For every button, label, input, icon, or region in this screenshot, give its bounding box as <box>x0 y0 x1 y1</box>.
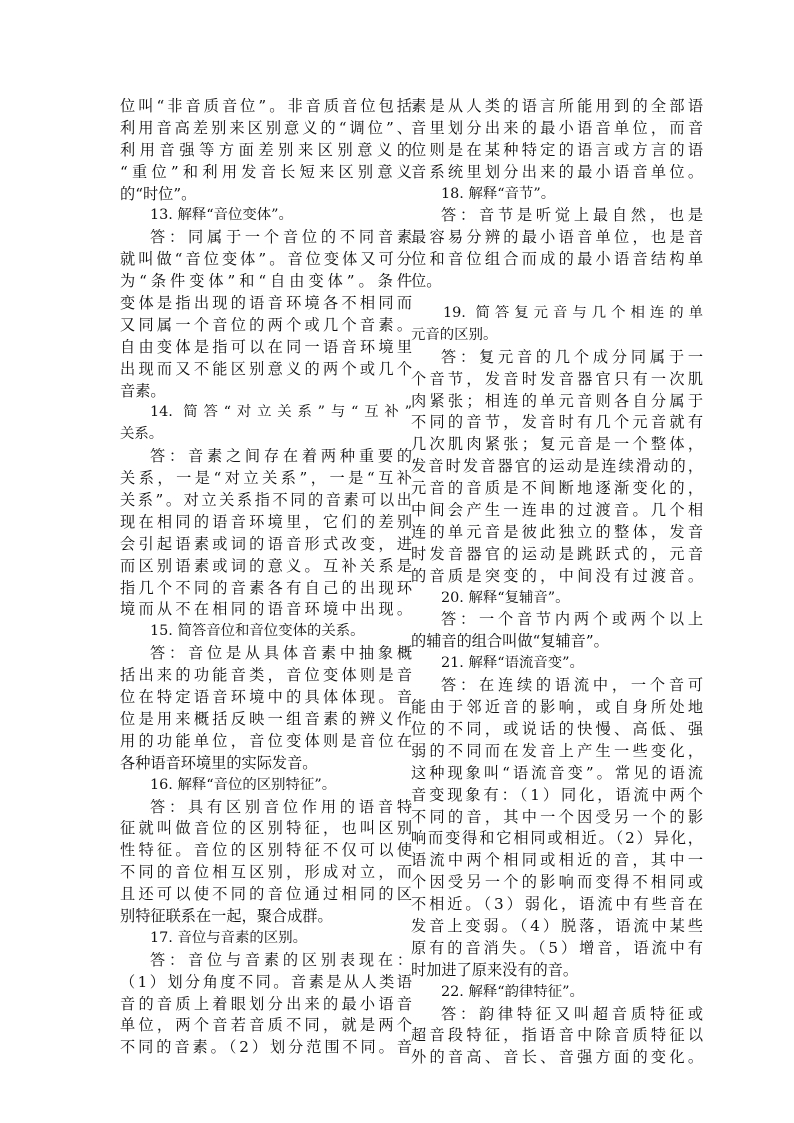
text-line: 位叫“非音质音位”。非音质音位包括 <box>120 97 412 115</box>
text-line: 答：具有区别音位作用的语音特 <box>150 797 412 816</box>
text-line: 这种现象叫“语流音变”。常见的语流 <box>411 763 703 782</box>
text-line: 位则是在某种特定的语言或方言的语 <box>411 140 703 159</box>
text-line <box>411 293 703 303</box>
text-line: 连的单元音是彼此独立的整体，发音 <box>411 522 703 541</box>
text-line: 答：音位与音素的区别表现在： <box>150 950 412 969</box>
text-line: 时发音器官的运动是跳跃式的，元音 <box>411 544 703 563</box>
text-line: 不同的音位相互区别，形成对立，而 <box>120 863 412 882</box>
text-line: 的音质是突变的，中间没有过渡音。 <box>411 566 703 585</box>
text-line: 不同的音节，发音时有几个元音就有 <box>411 413 703 432</box>
text-line: 音里划分出来的最小语音单位，而音 <box>411 118 703 137</box>
text-line: 音系统里划分出来的最小语音单位。 <box>411 162 703 181</box>
text-line: 位。 <box>411 272 442 291</box>
text-line: “重位”和利用发音长短来区别意义 <box>120 162 412 181</box>
text-line: 素是从人类的语言所能用到的全部语 <box>411 97 703 115</box>
text-line: 发音上变弱。（4）脱落，语流中某些 <box>411 916 703 935</box>
text-line: 的“时位”。 <box>120 184 197 203</box>
text-line: 响而变得和它相同或相近。（2）异化， <box>411 829 703 848</box>
text-line: 会引起语素或词的语音形式改变，进 <box>120 534 412 553</box>
question-line: 21. 解释“语流音变”。 <box>441 655 584 672</box>
right-text-column <box>411 96 703 1069</box>
question-line: 18. 解释“音节”。 <box>441 185 556 202</box>
question-line: 20. 解释“复辅音”。 <box>441 589 570 606</box>
question-line: 13. 解释“音位变体”。 <box>150 207 293 224</box>
text-line: 单位，两个音若音质不同，就是两个 <box>120 1016 412 1035</box>
question-line: 元音的区别。 <box>411 326 498 343</box>
text-line: 个音节，发音时发音器官只有一次肌 <box>411 369 703 388</box>
text-line: 利用音高差别来区别意义的“调位”、 <box>120 118 412 137</box>
text-line: 指几个不同的音素各有自己的出现环 <box>120 578 412 597</box>
text-line: 别特征联系在一起，聚合成群。 <box>120 906 333 925</box>
text-line: 境而从不在相同的语音环境中出现。 <box>120 600 412 619</box>
text-line: 最容易分辨的最小语音单位，也是音 <box>411 228 703 247</box>
text-line: 的辅音的组合叫做“复辅音”。 <box>411 632 609 651</box>
question-line: 17. 音位与音素的区别。 <box>150 929 307 946</box>
text-line: 位在特定语音环境中的具体体现。音 <box>120 688 412 707</box>
text-line: 利用音强等方面差别来区别意义的 <box>120 140 412 159</box>
text-line: 弱的不同而在发音上产生一些变化， <box>411 741 703 760</box>
text-line: 而区别语素或词的意义。互补关系是 <box>120 556 412 575</box>
text-line: 位是用来概括反映一组音素的辨义作 <box>120 709 412 728</box>
text-line: 外的音高、音长、音强方面的变化。 <box>411 1048 703 1067</box>
text-line: 现在相同的语音环境里，它们的差别 <box>120 512 412 531</box>
text-line: 变体是指出现的语音环境各不相同而 <box>120 294 412 313</box>
text-line: 答：韵律特征又叫超音质特征或 <box>441 1004 703 1023</box>
text-line: 元音的音质是不间断地逐渐变化的， <box>411 479 703 498</box>
text-line: 用的功能单位，音位变体则是音位在 <box>120 731 412 750</box>
text-line: 为“条件变体”和“自由变体”。条件 <box>120 272 412 291</box>
text-line: 答：音位是从具体音素中抽象概 <box>150 644 412 663</box>
text-line: 答：一个音节内两个或两个以上 <box>441 610 703 629</box>
text-line: 各种语音环境里的实际发音。 <box>120 753 318 772</box>
text-line: 就叫做“音位变体”。音位变体又可分 <box>120 250 412 269</box>
question-line: 19. 简答复元音与几个相连的单 <box>443 305 703 322</box>
text-line: 几次肌肉紧张；复元音是一个整体， <box>411 435 703 454</box>
text-line: 关系，一是“对立关系”，一是“互补 <box>120 469 412 488</box>
text-line: 不相近。（3）弱化，语流中有些音在 <box>411 895 703 914</box>
text-line: 音的音质上着眼划分出来的最小语音 <box>120 994 412 1013</box>
text-line: 括出来的功能音类，音位变体则是音 <box>120 666 412 685</box>
text-line: 答：复元音的几个成分同属于一 <box>441 347 703 366</box>
question-line: 22. 解释“韵律特征”。 <box>441 983 584 1000</box>
text-line: 又同属一个音位的两个或几个音素。 <box>120 315 412 334</box>
text-line: 原有的音消失。（5）增音，语流中有 <box>411 938 703 957</box>
text-line: 时加进了原来没有的音。 <box>411 960 579 979</box>
left-text-column <box>120 96 412 1059</box>
question-line: 关系。 <box>120 426 164 443</box>
text-line: 征就叫做音位的区别特征，也叫区别 <box>120 819 412 838</box>
text-line: 自由变体是指可以在同一语音环境里 <box>120 337 412 356</box>
text-line: 位的不同，或说话的快慢、高低、强 <box>411 719 703 738</box>
text-line: 不同的音素。（2）划分范围不同。音 <box>120 1038 412 1057</box>
text-line: （1）划分角度不同。音素是从人类语 <box>120 972 412 991</box>
text-line: 答：在连续的语流中，一个音可 <box>441 676 703 695</box>
text-line: 不同的音，其中一个因受另一个的影 <box>411 807 703 826</box>
text-line: 中间会产生一连串的过渡音。几个相 <box>411 501 703 520</box>
text-line: 能由于邻近音的影响，或自身所处地 <box>411 698 703 717</box>
text-line: 性特征。音位的区别特征不仅可以使 <box>120 841 412 860</box>
text-line: 且还可以使不同的音位通过相同的区 <box>120 885 412 904</box>
text-line: 出现而又不能区别意义的两个或几个 <box>120 359 412 378</box>
text-line: 答：音节是听觉上最自然，也是 <box>441 206 703 225</box>
text-line: 发音时发音器官的运动是连续滑动的， <box>411 457 703 476</box>
text-line: 语流中两个相同或相近的音，其中一 <box>411 851 703 870</box>
text-line: 答：音素之间存在着两种重要的 <box>150 447 412 466</box>
text-line: 音素。 <box>120 381 166 400</box>
question-line: 14. 简答“对立关系”与“互补” <box>150 404 412 421</box>
text-line: 超音段特征，指语音中除音质特征以 <box>411 1026 703 1045</box>
text-line: 位和音位组合而成的最小语音结构单 <box>411 250 703 269</box>
question-line: 16. 解释“音位的区别特征”。 <box>150 776 337 793</box>
text-line: 个因受另一个的影响而变得不相同或 <box>411 873 703 892</box>
text-line: 关系”。对立关系指不同的音素可以出 <box>120 491 412 510</box>
text-line: 音变现象有：（1）同化，语流中两个 <box>411 785 703 804</box>
text-line: 答：同属于一个音位的不同音素 <box>150 228 412 247</box>
text-line: 肉紧张；相连的单元音则各自分属于 <box>411 391 703 410</box>
question-line: 15. 简答音位和音位变体的关系。 <box>150 623 365 640</box>
